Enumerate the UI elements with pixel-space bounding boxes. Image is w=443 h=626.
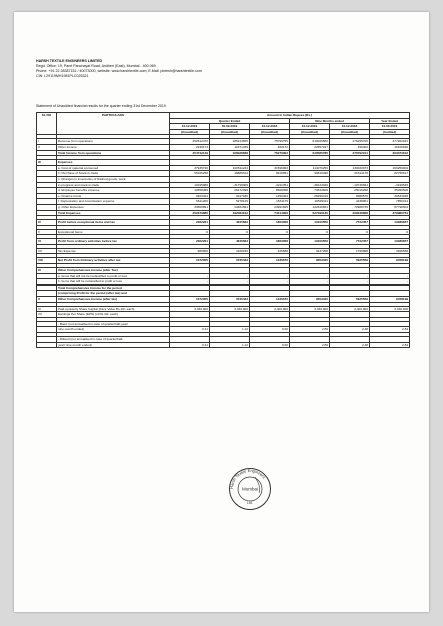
header-status: (Unaudited) (290, 129, 330, 135)
row-value: 169259004 (370, 165, 410, 171)
row-value: 44481691 (210, 204, 250, 210)
row-label: Exceptional Items (57, 229, 170, 235)
row-value: 26472396 (210, 188, 250, 194)
row-label: in-progress and stock-in-trade (57, 182, 170, 188)
row-value: - (250, 273, 290, 279)
header-status: (Unaudited) (330, 129, 370, 135)
row-value: 30533048 (370, 193, 410, 199)
row-value: - (210, 279, 250, 285)
row-value: 1863008 (250, 239, 290, 245)
row-value: 5611200 (170, 199, 210, 205)
row-value: 393373613 (370, 150, 410, 156)
row-label: Net Profit from Ordinary activities after tax (57, 258, 170, 264)
row-value: 3,336,000 (210, 306, 250, 312)
statement-title: Statement of Unaudited financial results for the quarter ending 31st December 2019 (36, 104, 166, 108)
row-label: d. Employee benefits expense (57, 188, 170, 194)
company-address: Regd. Office: 19, Parel Panchayat Road, Andheri (East), Mumbai - 400 069. (36, 64, 157, 68)
row-label: - Diluted (not annualised in case of quarter/half- (57, 337, 170, 343)
row-value: 3735433 (210, 297, 250, 303)
row-label: Revenue from operations (57, 139, 170, 145)
row-value: - (370, 273, 410, 279)
row-label: a. Items that will not be reclassified to profit or loss (57, 273, 170, 279)
row-value: 9463424 (170, 193, 210, 199)
row-value: 0 (250, 229, 290, 235)
row-value: 1531175 (250, 199, 290, 205)
row-value: 254742149 (170, 150, 210, 156)
row-value: 1796898 (330, 248, 370, 254)
row-sl-number (37, 342, 57, 348)
row-value: 2362261 (170, 220, 210, 226)
row-value: -3199545 (370, 182, 410, 188)
row-value: 82750617 (370, 171, 410, 177)
row-value: 13386857 (370, 239, 410, 245)
row-value: 627496135 (290, 210, 330, 216)
row-label: Total Comprehensive Income for the period (57, 285, 170, 291)
row-label: Other Comprehensive Income (after tax) (57, 297, 170, 303)
row-label: b. Items that will be reclassified to profit or loss (57, 279, 170, 285)
row-value: 0.41 (170, 327, 210, 333)
row-label: Profit before exceptional items and tax (57, 220, 170, 226)
row-value: 192083102 (210, 210, 250, 216)
row-value: 2362261 (170, 239, 210, 245)
row-value: 8988576 (330, 193, 370, 199)
row-label: Expenses (57, 160, 170, 166)
row-value: 2.84 (370, 342, 410, 348)
company-cin: CIN: L29119MH1981PLC025321 (36, 74, 89, 78)
row-value: 13100550 (290, 220, 330, 226)
row-sl-number: XI (37, 306, 57, 312)
header-date: 31.03.2019 (370, 124, 410, 130)
row-value: 122340651 (290, 204, 330, 210)
row-value: 31596063 (250, 165, 290, 171)
row-value: 1450404 (250, 193, 290, 199)
row-value: 0.60 (250, 327, 290, 333)
row-value: - (170, 279, 210, 285)
row-value: 3247036 (210, 193, 250, 199)
row-value: - (290, 273, 330, 279)
row-value: 989906 (170, 248, 210, 254)
row-value: 0 (330, 229, 370, 235)
row-value: 1108230 (210, 248, 250, 254)
row-value: 114070250 (290, 165, 330, 171)
row-value: 7850314 (370, 199, 410, 205)
row-value: 1.12 (210, 342, 250, 348)
row-value: 10658459 (170, 188, 210, 194)
row-value: - (370, 279, 410, 285)
header-amount: Amount in Indian Rupees (Rs.) (170, 113, 410, 119)
row-sl-number: IV (37, 220, 57, 226)
row-value: 276792101 (330, 150, 370, 156)
row-sl-number: VII (37, 248, 57, 254)
row-sl-number: X (37, 297, 57, 303)
seal-center-text: Mumbai (241, 486, 259, 492)
row-value: 9458199 (370, 258, 410, 264)
row-value: 0 (370, 229, 410, 235)
row-value: 55166258 (170, 171, 210, 177)
row-value: 4845663 (210, 239, 250, 245)
row-label: a. Cost of material consumed (57, 165, 170, 171)
row-label: Tax Expense (57, 248, 170, 254)
row-value: -31799009 (210, 182, 250, 188)
row-value: 0 (290, 229, 330, 235)
row-value: 31544178 (330, 171, 370, 177)
row-value: 3735433 (210, 258, 250, 264)
row-value: 9653345 (290, 297, 330, 303)
row-value: 610026560 (290, 139, 330, 145)
row-value: 18886614 (210, 171, 250, 177)
row-value: 3,336,000 (290, 306, 330, 312)
row-value: 3447208 (290, 248, 330, 254)
row-value: - (170, 273, 210, 279)
row-label: Other Comprehensive Income (after Tax) (57, 268, 170, 274)
row-value: 2.89 (290, 327, 330, 333)
row-label: - Basic (not annualised in case of quarter/half-year/ (57, 321, 170, 327)
row-value: 9653345 (290, 258, 330, 264)
row-value: 1436670 (250, 297, 290, 303)
row-value: 22557227 (290, 144, 330, 150)
row-label: Total Income from operations (57, 150, 170, 156)
row-value: 8508358 (250, 188, 290, 194)
header-sl-no: SL NO (37, 113, 57, 135)
row-value: 2.48 (330, 327, 370, 333)
document-page (14, 12, 429, 612)
row-value: 5925559 (330, 258, 370, 264)
row-sl-number: VI (37, 239, 57, 245)
row-value: - (250, 279, 290, 285)
header-status: (Unaudited) (210, 129, 250, 135)
row-value: 377262921 (370, 139, 410, 145)
row-value: 269048868 (330, 210, 370, 216)
seal-top-text: Harsh Textile Engineers (228, 467, 267, 490)
row-value: 185213605 (210, 139, 250, 145)
row-value: 425838 (250, 248, 290, 254)
row-sl-number: II (37, 144, 57, 150)
row-value: 0 (210, 229, 250, 235)
row-value: 1863008 (250, 220, 290, 226)
row-label: Earnings Per Share (EPS) (of Rs.10/- each) (57, 312, 170, 318)
row-value: 196928838 (210, 150, 250, 156)
row-value: 2.48 (330, 342, 370, 348)
row-value: 4845663 (210, 220, 250, 226)
header-year-ended: Year Ended (370, 118, 410, 124)
row-label: nine-month ended) (57, 327, 170, 333)
row-value: 35050506 (370, 188, 410, 194)
row-value: - (210, 273, 250, 279)
company-header (36, 59, 410, 79)
row-value: 87798604 (370, 204, 410, 210)
row-value: 13100550 (290, 239, 330, 245)
row-value: 379986764 (370, 210, 410, 216)
row-label: Other Income (57, 144, 170, 150)
row-value: 5278129 (210, 199, 250, 205)
header-status: (Unaudited) (170, 129, 210, 135)
row-value: 1372355 (170, 258, 210, 264)
row-value: 3,336,000 (370, 306, 410, 312)
row-value: 1372355 (170, 297, 210, 303)
row-value: 9919851 (250, 171, 290, 177)
row-value: - (290, 279, 330, 285)
row-value: 76276902 (250, 150, 290, 156)
row-value: 72988735 (330, 204, 370, 210)
row-sl-number: IX (37, 268, 57, 274)
header-date: 31.12.2018 (250, 124, 290, 130)
row-value: 640585785 (290, 150, 330, 156)
row-sl-number: III (37, 160, 57, 166)
company-contact: Phone: +91 22 28387151 / 40073000, website: www.harshtextile.com; E.Mail: pintesh@harshtextile.com (36, 69, 202, 73)
row-value: - (330, 279, 370, 285)
row-sl-number: V (37, 229, 57, 235)
seal-bottom-text: Ltd. (247, 501, 253, 505)
header-particulars: PARTICULARS (57, 113, 170, 135)
header-status: (Unaudited) (250, 129, 290, 135)
row-value: 28296419 (290, 193, 330, 199)
row-value: -10739664 (330, 182, 370, 188)
header-date: 30.09.2019 (210, 124, 250, 130)
row-value: 9458199 (370, 297, 410, 303)
row-label: f. Depreciation and Amortisation expense (57, 199, 170, 205)
row-value: 3928658 (370, 248, 410, 254)
row-value: 3,336,000 (170, 306, 210, 312)
row-value: 13386857 (370, 220, 410, 226)
financial-results-table (36, 112, 410, 348)
company-seal-stamp (228, 467, 272, 511)
row-value: 130020073 (330, 165, 370, 171)
row-value: 0.60 (250, 342, 290, 348)
row-value: 1436670 (250, 258, 290, 264)
row-label: Paid-up Equity Share Capital (Face Value Rs.10/- each) (57, 306, 170, 312)
row-value: 25016268 (330, 188, 370, 194)
row-label: g. Other Expenses (57, 204, 170, 210)
row-value: 4238061 (330, 199, 370, 205)
row-value: 480172 (250, 144, 290, 150)
row-label: e. Finance Costs (57, 193, 170, 199)
row-value: 11671339 (210, 144, 250, 150)
row-label: Total Expenses (57, 210, 170, 216)
header-nine-months: Nine Months ended (290, 118, 370, 124)
row-value: 5925559 (330, 297, 370, 303)
row-value: -38123046 (290, 182, 330, 188)
row-value: 23991695 (250, 204, 290, 210)
row-value: 100511244 (210, 165, 250, 171)
row-sl-number: I (37, 139, 57, 145)
row-label: c. Changes in inventories of finished goods, work- (57, 176, 170, 182)
row-value: 33569891 (170, 204, 210, 210)
row-value: 496402 (330, 144, 370, 150)
company-name: HARSH TEXTILE ENGINEERS LIMITED (36, 59, 103, 63)
row-value: 252379880 (170, 210, 210, 216)
row-value: 10195086 (170, 182, 210, 188)
row-value: 252512470 (170, 139, 210, 145)
row-value: 90819498 (290, 171, 330, 177)
header-quarter-ended: Quarter Ended (170, 118, 290, 124)
row-value: 7722457 (330, 239, 370, 245)
row-value: 2230173 (170, 144, 210, 150)
header-date: 31.12.2019 (290, 124, 330, 130)
row-label: year/ nine-month ended) (57, 342, 170, 348)
header-date: 31.12.2019 (170, 124, 210, 130)
row-value: 1.12 (210, 327, 250, 333)
row-value: 74414906 (250, 210, 290, 216)
header-status: (Audited) (370, 129, 410, 135)
row-value: 7722457 (330, 220, 370, 226)
header-date: 31.12.2018 (330, 124, 370, 130)
table-row (37, 342, 410, 348)
row-value: 75796755 (250, 139, 290, 145)
row-value: - (330, 273, 370, 279)
row-sl-number: VIII (37, 258, 57, 264)
row-value: 2,400,000 (250, 306, 290, 312)
row-label: Profit from ordinary activities before tax (57, 239, 170, 245)
row-value: 0 (170, 229, 210, 235)
row-value: 37935746 (170, 165, 210, 171)
row-label: (comprising Profit for the period (after tax) and (57, 291, 170, 297)
row-value: 73643609 (290, 188, 330, 194)
row-label: b. Purchase of Stock-in-trade (57, 171, 170, 177)
row-value: 2.84 (370, 327, 410, 333)
row-value: 2.89 (290, 342, 330, 348)
row-value: 16529311 (290, 199, 330, 205)
row-value: 0.41 (170, 342, 210, 348)
row-value: 2,400,000 (330, 306, 370, 312)
row-sl-number: XII (37, 312, 57, 318)
row-value: 276295700 (330, 139, 370, 145)
row-value: 16109690 (370, 144, 410, 150)
row-value: -3211351 (250, 182, 290, 188)
